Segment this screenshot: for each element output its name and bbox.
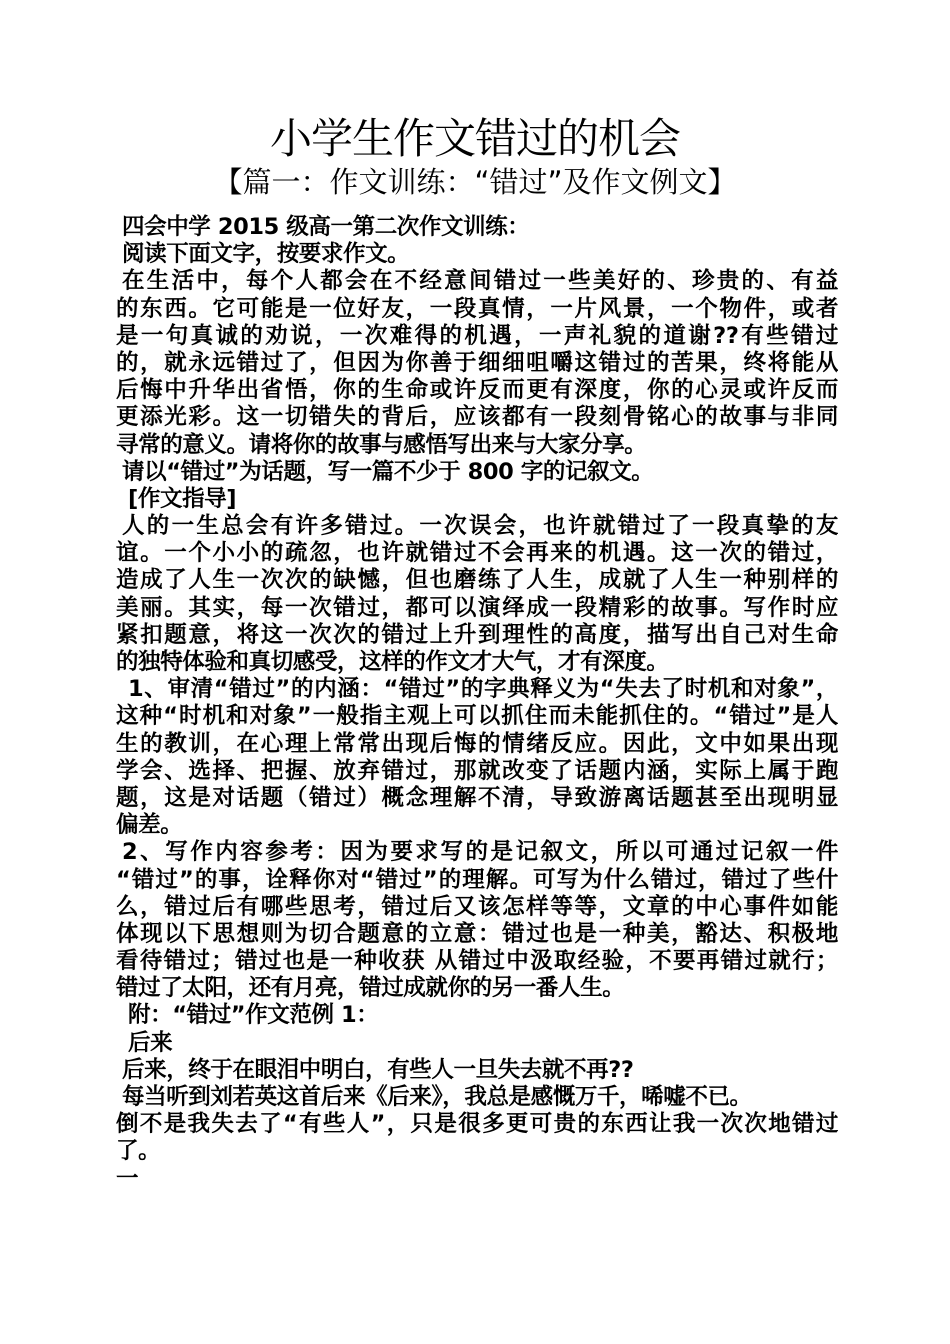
paragraph-line: 更添光彩。这一切错失的背后，应该都有一段刻骨铭心的故事与非同 (116, 404, 838, 431)
example-heading: 附：“错过”作文范例 1： (128, 1002, 379, 1029)
paragraph-line: 这种“时机和对象”一般指主观上可以抓住而未能抓住的。“错过”是人 (116, 703, 838, 730)
paragraph-line: 了。 (116, 1138, 161, 1165)
paragraph-line: 的独特体验和真切感受，这样的作文才大气，才有深度。 (116, 649, 669, 675)
document-body (116, 214, 838, 1193)
paragraph-line: 的，就永远错过了，但因为你善于细细咀嚼这错过的苦果，终将能从 (116, 349, 838, 376)
paragraph-line: 看待错过；错过也是一种收获 从错过中汲取经验，不要再错过就行； (116, 948, 838, 975)
document-title: 小学生作文错过的机会 (269, 114, 680, 163)
paragraph-line: 谊。一个小小的疏忽，也许就错过不会再来的机遇。这一次的错过， (116, 540, 838, 567)
paragraph-line: 是一句真诚的劝说，一次难得的机遇，一声礼貌的道谢??有些错过 (116, 322, 838, 349)
paragraph-line: 四会中学 2015 级高一第二次作文训练： (122, 214, 530, 240)
paragraph-line: 美丽。其实，每一次错过，都可以演绎成一段精彩的故事。写作时应 (116, 594, 838, 621)
paragraph-line: 在生活中，每个人都会在不经意间错过一些美好的、珍贵的、有益 (122, 268, 838, 295)
paragraph-line: 一 (116, 1165, 139, 1192)
paragraph-line: 每当听到刘若英这首后来《后来》，我总是感慨万千，唏嘘不已。 (122, 1084, 752, 1110)
paragraph-line: 体现以下思想则为切合题意的立意：错过也是一种美，豁达、积极地 (116, 920, 838, 947)
paragraph-line: 请以“错过”为话题，写一篇不少于 800 字的记叙文。 (122, 458, 654, 485)
paragraph-line: 2、写作内容参考：因为要求写的是记叙文，所以可通过记叙一件 (122, 839, 838, 866)
section-heading: [作文指导] (128, 485, 237, 512)
paragraph-line: 学会、选择、把握、放弃错过，那就改变了话题内涵，实际上属于跑 (116, 757, 838, 784)
paragraph-line: 后来，终于在眼泪中明白，有些人一旦失去就不再?? (122, 1056, 634, 1083)
paragraph-line: 生的教训，在心理上常常出现后悔的情绪反应。因此，文中如果出现 (116, 730, 838, 757)
paragraph-line: 阅读下面文字，按要求作文。 (122, 241, 410, 268)
document-subtitle: 【篇一：作文训练：“错过”及作文例文】 (213, 165, 737, 199)
paragraph-line: 紧扣题意，将这一次次的错过上升到理性的高度，描写出自己对生命 (116, 621, 838, 648)
paragraph-line: 么，错过后有哪些思考，错过后又该怎样等等，文章的中心事件如能 (116, 893, 838, 920)
paragraph-line: 造成了人生一次次的缺憾，但也磨练了人生，成就了人生一种别样的 (116, 567, 838, 594)
paragraph-line: 寻常的意义。请将你的故事与感悟写出来与大家分享。 (116, 431, 647, 458)
paragraph-line: 的东西。它可能是一位好友，一段真情，一片风景，一个物件，或者 (116, 295, 838, 322)
paragraph-line: 1、审清“错过”的内涵：“错过”的字典释义为“失去了时机和对象”， (128, 676, 838, 703)
paragraph-line: 倒不是我失去了“有些人”，只是很多更可贵的东西让我一次次地错过 (116, 1111, 838, 1138)
example-title: 后来 (128, 1029, 173, 1056)
paragraph-line: “错过”的事，诠释你对“错过”的理解。可写为什么错过，错过了些什 (116, 866, 838, 893)
paragraph-line: 人的一生总会有许多错过。一次误会，也许就错过了一段真挚的友 (122, 513, 838, 540)
paragraph-line: 题，这是对话题（错过）概念理解不清，导致游离话题甚至出现明显 (116, 784, 838, 811)
paragraph-line: 偏差。 (116, 812, 183, 839)
paragraph-line: 后悔中升华出省悟，你的生命或许反而更有深度，你的心灵或许反而 (116, 377, 838, 404)
paragraph-line: 错过了太阳，还有月亮，错过成就你的另一番人生。 (116, 975, 625, 1002)
